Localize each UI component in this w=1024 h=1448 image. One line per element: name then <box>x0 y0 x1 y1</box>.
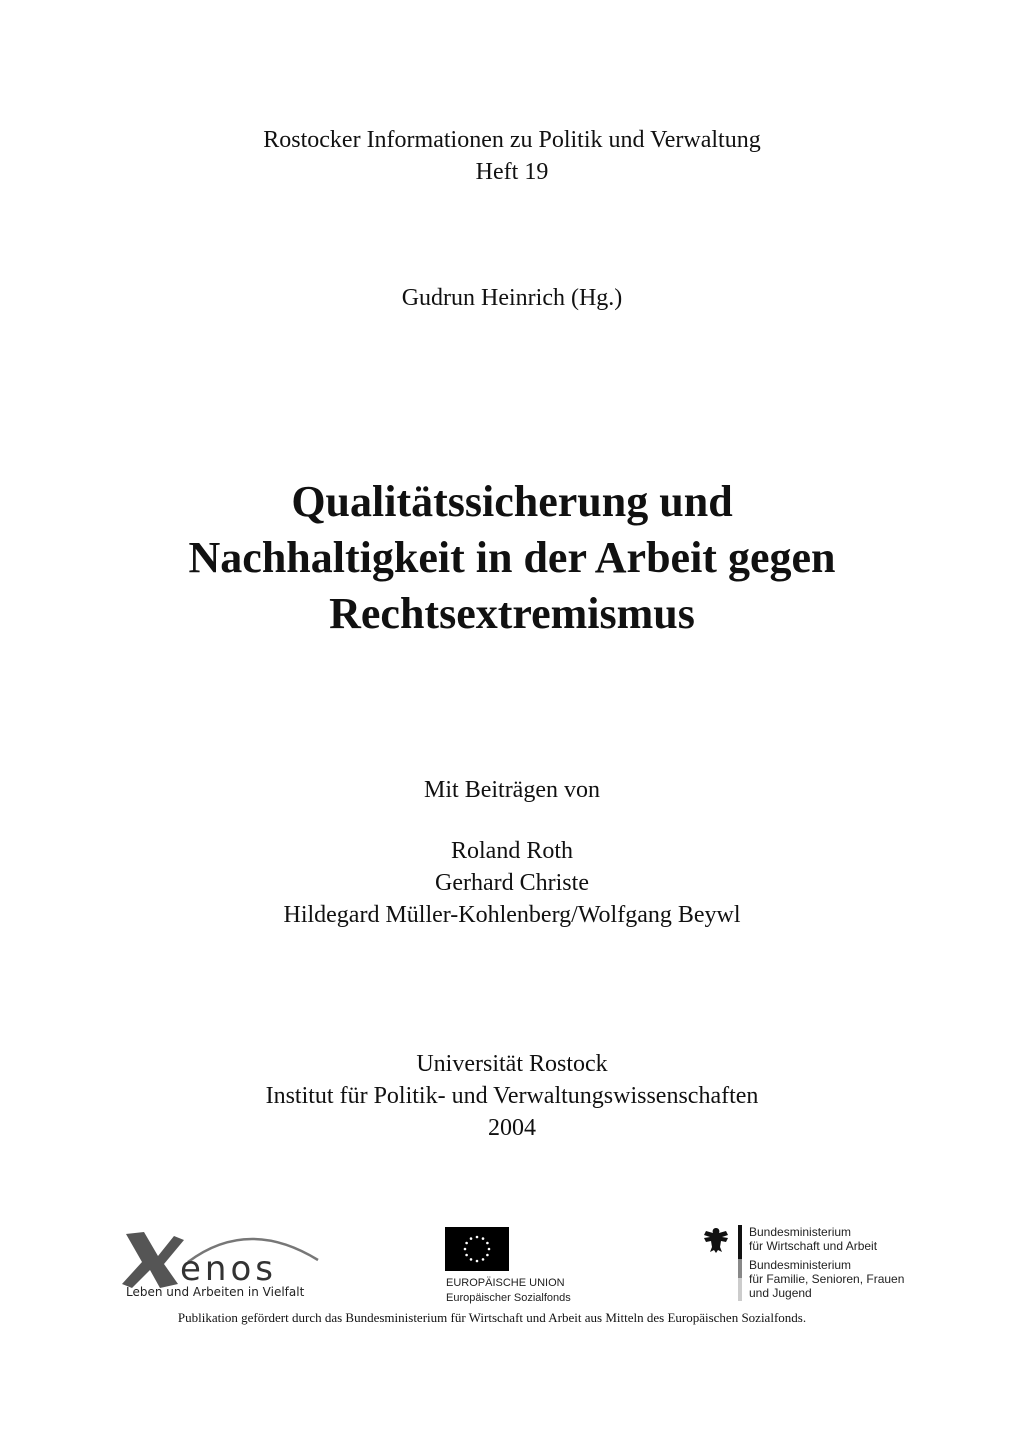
publication-year: 2004 <box>488 1115 536 1141</box>
editor: Gudrun Heinrich (Hg.) <box>401 285 623 311</box>
xenos-tagline: Leben und Arbeiten in Vielfalt <box>126 1285 305 1299</box>
document-title <box>0 474 1024 642</box>
svg-text:enos: enos <box>180 1249 277 1289</box>
contributors-list <box>0 835 1024 931</box>
title-line-2: Nachhaltigkeit in der Arbeit gegen <box>188 533 836 582</box>
title-line-1: Qualitätssicherung und <box>291 477 733 526</box>
contributor: Roland Roth <box>450 838 573 864</box>
contributor: Hildegard Müller-Kohlenberg/Wolfgang Beywl <box>283 902 741 928</box>
esf-label: Europäischer Sozialfonds <box>446 1292 571 1304</box>
series-issue: Heft 19 <box>475 159 549 185</box>
university: Universität Rostock <box>416 1051 608 1077</box>
title-line-3: Rechtsextremismus <box>329 589 695 638</box>
funding-note: Publikation gefördert durch das Bundesministerium für Wirtschaft und Arbeit aus Mitteln des Europäischen Sozialfonds. <box>177 1310 807 1325</box>
series-name: Rostocker Informationen zu Politik und Verwaltung <box>263 127 761 153</box>
ministry-economy: Bundesministerium für Wirtschaft und Arbeit <box>749 1225 878 1253</box>
federal-eagle-icon <box>702 1225 730 1255</box>
contributions-intro: Mit Beiträgen von <box>424 777 600 803</box>
contributor: Gerhard Christe <box>435 870 589 896</box>
institution-block <box>0 1048 1024 1144</box>
eu-flag-icon <box>445 1227 509 1271</box>
ministry-family: Bundesministerium für Familie, Senioren, Frauen und Jugend <box>749 1258 905 1300</box>
eu-label: EUROPÄISCHE UNION <box>446 1277 565 1289</box>
ministry-divider <box>738 1225 742 1301</box>
series-header <box>0 124 1024 188</box>
institute: Institut für Politik- und Verwaltungswissenschaften <box>265 1083 759 1109</box>
